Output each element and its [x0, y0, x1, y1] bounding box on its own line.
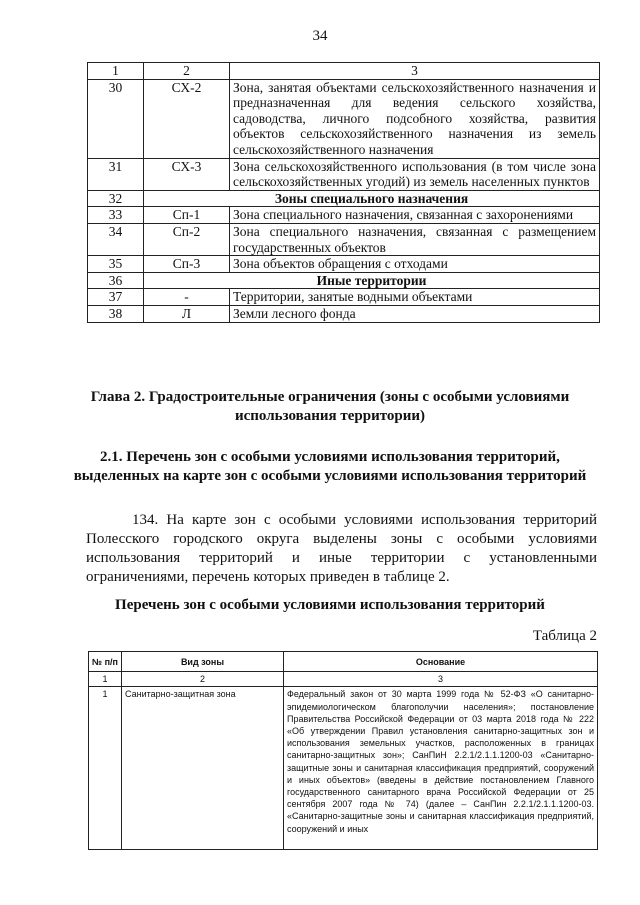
row-num: 31	[88, 158, 144, 190]
table-label: Таблица 2	[532, 628, 597, 644]
table-row	[88, 207, 600, 224]
row-num: 36	[88, 272, 144, 289]
row-code: -	[144, 289, 230, 306]
zones-col-header: 3	[230, 63, 600, 80]
row-num: 37	[88, 289, 144, 306]
row-name: Зона объектов обращения с отходами	[230, 256, 600, 273]
row-code: Сп-3	[144, 256, 230, 273]
section-heading: 2.1. Перечень зон с особыми условиями использования территорий, выделенных на карте зон с особыми условиями использования территорий	[73, 449, 587, 484]
header-cell-zone: Вид зоны	[122, 652, 284, 672]
zones-section-row	[88, 272, 600, 289]
zones-table-header	[88, 63, 600, 80]
restrictions-header-row	[89, 652, 598, 672]
row-basis	[284, 687, 598, 850]
row-num: 1	[89, 687, 122, 850]
table-row	[88, 223, 600, 255]
table-caption: Перечень зон с особыми условиями использования территорий	[115, 597, 545, 613]
row-name: Зона сельскохозяйственного использования (в том числе зона сельскохозяйственных угодий) из земель населенных пунктов	[230, 158, 600, 190]
row-num: 34	[88, 223, 144, 255]
row-code: СХ-2	[144, 79, 230, 158]
row-num: 38	[88, 305, 144, 322]
restrictions-colnum-row	[89, 672, 598, 687]
row-num: 33	[88, 207, 144, 224]
header-cell-num: № п/п	[89, 652, 122, 672]
section-title: Иные территории	[144, 272, 600, 289]
row-code: СХ-3	[144, 158, 230, 190]
colnum-cell: 1	[89, 672, 122, 687]
colnum-cell: 2	[122, 672, 284, 687]
table-row	[88, 305, 600, 322]
table-row	[88, 289, 600, 306]
chapter-heading: Глава 2. Градостроительные ограничения (зоны с особыми условиями использования территории)	[90, 389, 570, 424]
row-name: Земли лесного фонда	[230, 305, 600, 322]
table-row	[88, 256, 600, 273]
zones-section-row	[88, 190, 600, 207]
paragraph-134: 134. На карте зон с особыми условиями использования территорий Полесского городского округа выделены зоны с особыми условиями использования территорий и иные территории с установленными ограничениями, перечень которых приведен в таблице 2.	[86, 512, 597, 585]
table-row	[88, 79, 600, 158]
row-code: Сп-2	[144, 223, 230, 255]
header-cell-basis: Основание	[284, 652, 598, 672]
zones-col-header: 2	[144, 63, 230, 80]
table-row	[89, 687, 598, 850]
row-name: Зона, занятая объектами сельскохозяйственного назначения и предназначенная для ведения сельского хозяйства, садоводства, личного подсобного хозяйства, развития объектов сельскохозяйственного назначения из земель сельскохозяйственного назначения	[230, 79, 600, 158]
colnum-cell: 3	[284, 672, 598, 687]
restrictions-table	[88, 651, 598, 850]
section-title: Зоны специального назначения	[144, 190, 600, 207]
row-num: 30	[88, 79, 144, 158]
row-name: Территории, занятые водными объектами	[230, 289, 600, 306]
row-basis-text: Федеральный закон от 30 марта 1999 года № 52-ФЗ «О санитарно-эпидемиологическом благополучии населения»; постановление Правительства Российской Федерации от 03 марта 2018 года № 222 «Об утверждении Правил установления санитарно-защитных зон и использования земельных участков, расположенных в границах санитарно-защитных зон»; СанПиН 2.2.1/2.1.1.1200-03 «Санитарно-защитные зоны и санитарная классификация предприятий, сооружений и иных объектов» (введены в действие постановлением Главного государственного санитарного врача Российской Федерации от 25 сентября 2007 года № 74) (далее – СанПин 2.2.1/2.1.1.1200-03. «Санитарно-защитные зоны и санитарная классификация предприятий, сооружений и иных	[287, 689, 594, 834]
zones-col-header: 1	[88, 63, 144, 80]
row-code: Сп-1	[144, 207, 230, 224]
row-name: Зона специального назначения, связанная с размещением государственных объектов	[230, 223, 600, 255]
zones-table	[87, 62, 600, 323]
row-code: Л	[144, 305, 230, 322]
row-name: Зона специального назначения, связанная с захоронениями	[230, 207, 600, 224]
row-num: 35	[88, 256, 144, 273]
row-num: 32	[88, 190, 144, 207]
table-row	[88, 158, 600, 190]
row-zone: Санитарно-защитная зона	[122, 687, 284, 850]
page-number: 34	[312, 28, 328, 44]
